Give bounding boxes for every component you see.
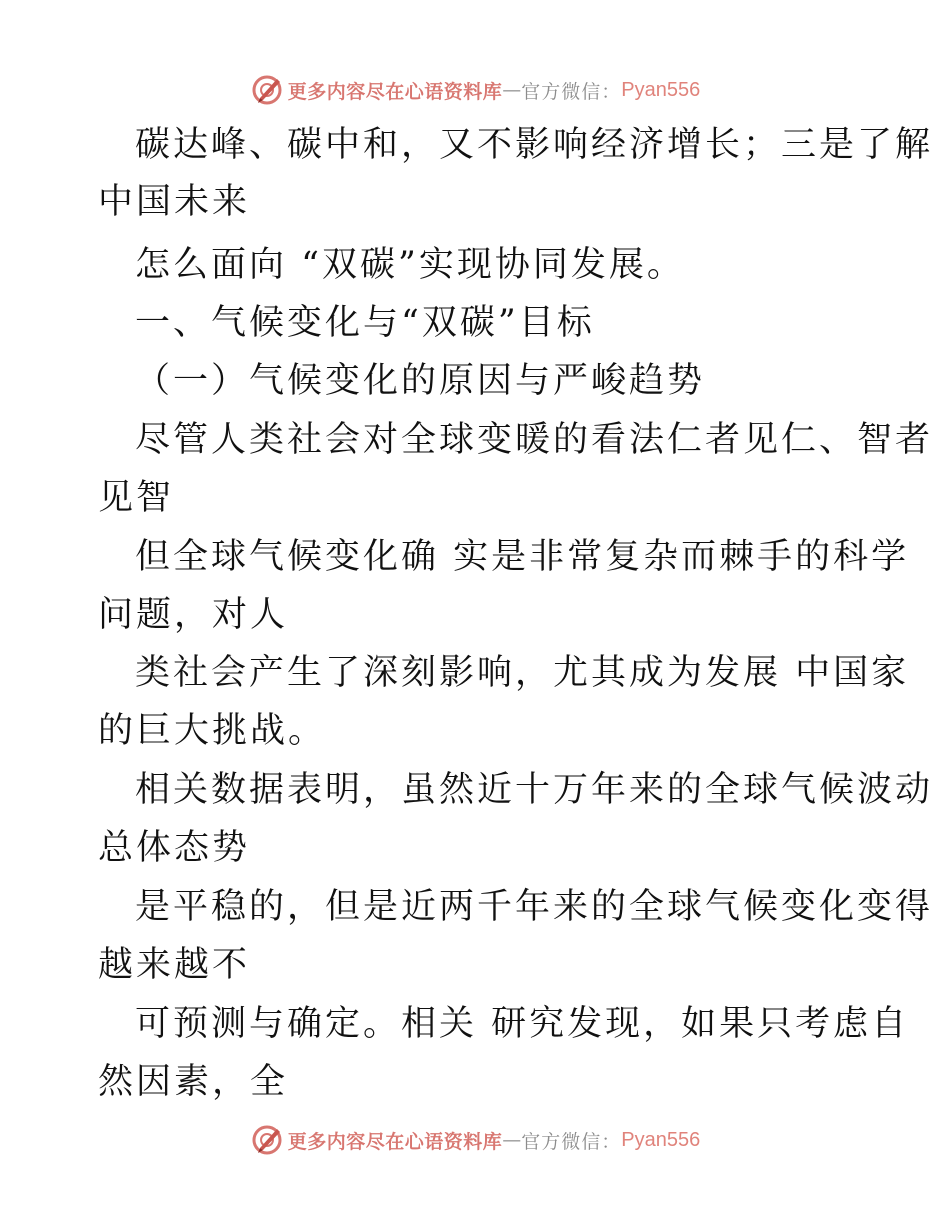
body-line-1: 碳达峰、碳中和，又不影响经济增长；三是了解 — [135, 125, 934, 165]
body-line-14: 是平稳的，但是近两千年来的全球气候变化变得 — [135, 887, 934, 927]
body-line-9: 问题，对人 — [98, 595, 289, 635]
body-line-17: 然因素，全 — [98, 1062, 289, 1102]
body-line-2: 中国未来 — [98, 182, 251, 222]
banner-dash: — — [502, 1129, 522, 1151]
footer-watermark-banner — [0, 1118, 950, 1162]
body-line-3: 怎么面向 “双碳”实现协同发展。 — [135, 245, 685, 285]
pen-logo-icon — [250, 73, 284, 107]
body-line-16: 可预测与确定。相关 研究发现，如果只考虑自 — [135, 1004, 910, 1044]
body-line-6: 尽管人类社会对全球变暖的看法仁者见仁、智者 — [135, 420, 934, 460]
body-line-10: 类社会产生了深刻影响，尤其成为发展 中国家 — [135, 653, 910, 693]
banner-wechat-id: Pyan556 — [621, 78, 701, 101]
banner-official-label: 官方微信： — [521, 1130, 622, 1153]
banner-dash: — — [502, 79, 522, 101]
body-line-11: 的巨大挑战。 — [98, 711, 327, 751]
header-watermark-banner — [0, 68, 950, 112]
banner-main-text: 更多内容尽在心语资料库 — [287, 1130, 503, 1153]
banner-wechat-id: Pyan556 — [621, 1128, 701, 1151]
body-line-13: 总体态势 — [98, 828, 251, 868]
body-line-15: 越来越不 — [98, 945, 251, 985]
subsection-heading: （一）气候变化的原因与严峻趋势 — [135, 361, 706, 401]
section-heading: 一、气候变化与“双碳”目标 — [135, 303, 595, 343]
body-line-8: 但全球气候变化确 实是非常复杂而棘手的科学 — [135, 537, 910, 577]
banner-main-text: 更多内容尽在心语资料库 — [287, 80, 503, 103]
banner-official-label: 官方微信： — [521, 80, 622, 103]
body-line-7: 见智 — [98, 478, 175, 518]
pen-logo-icon — [250, 1123, 284, 1157]
body-line-12: 相关数据表明，虽然近十万年来的全球气候波动 — [135, 770, 934, 810]
